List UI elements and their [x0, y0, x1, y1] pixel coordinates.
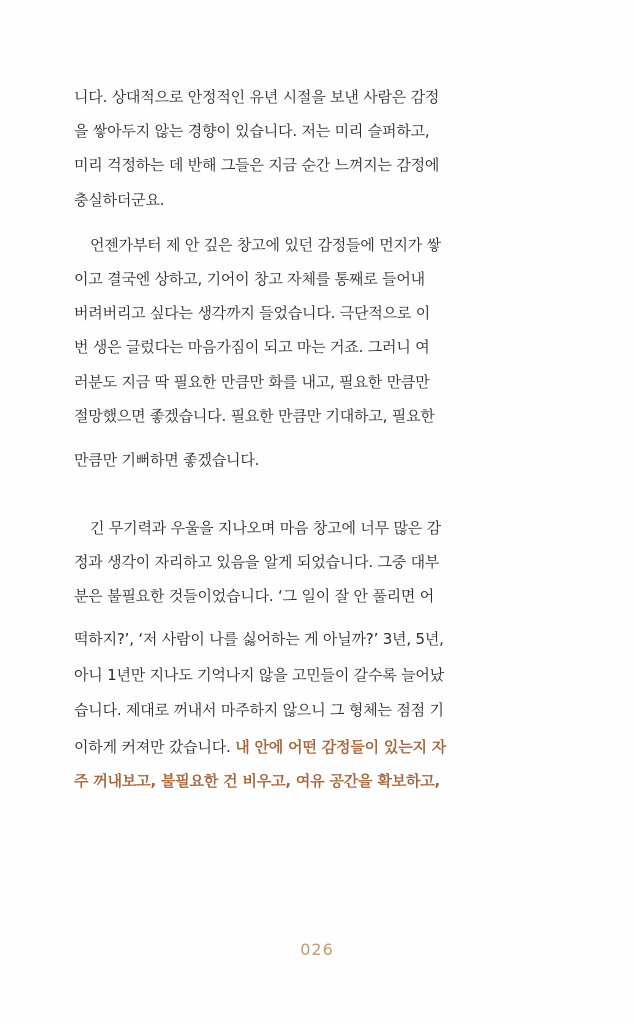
text-line: 을 쌓아두지 않는 경향이 있습니다. 저는 미리 슬퍼하고,: [74, 122, 430, 140]
text-line: 번 생은 글렀다는 마음가짐이 되고 마는 거죠. 그러니 여: [74, 338, 430, 356]
text-line: 미리 걱정하는 데 반해 그들은 지금 순간 느껴지는 감정에: [74, 156, 440, 174]
text-line: 니다. 상대적으로 안정적인 유년 시절을 보낸 사람은 감정: [74, 88, 440, 106]
text-line: 정과 생각이 자리하고 있음을 알게 되었습니다. 그중 대부: [74, 553, 440, 571]
text-line: 언젠가부터 제 안 깊은 창고에 있던 감정들에 먼지가 쌓: [90, 236, 441, 254]
text-line: 분은 불필요한 것들이었습니다. ‘그 일이 잘 안 풀리면 어: [74, 587, 435, 605]
text-line: 긴 무기력과 우울을 지나오며 마음 창고에 너무 많은 감: [90, 519, 441, 537]
text-line: 절망했으면 좋겠습니다. 필요한 만큼만 기대하고, 필요한: [74, 407, 435, 425]
text-segment: 이하게 커져만 갔습니다.: [74, 738, 236, 756]
text-line: 떡하지?’, ‘저 사람이 나를 싫어하는 게 아닐까?’ 3년, 5년,: [74, 630, 444, 648]
text-line: 충실하더군요.: [74, 191, 165, 209]
text-line: 만큼만 기뻐하면 좋겠습니다.: [74, 451, 260, 469]
text-line: 러분도 지금 딱 필요한 만큼만 화를 내고, 필요한 만큼만: [74, 373, 430, 391]
page-number: 026: [300, 940, 334, 959]
text-line: 아니 1년만 지나도 기억나지 않을 고민들이 갈수록 늘어났: [74, 666, 444, 684]
text-line: 버려버리고 싶다는 생각까지 들었습니다. 극단적으로 이: [74, 304, 431, 322]
highlighted-text: 내 안에 어떤 감정들이 있는지 자: [235, 738, 447, 756]
text-line: 이고 결국엔 상하고, 기어이 창고 자체를 통째로 들어내: [74, 270, 425, 288]
text-line-mixed: [74, 736, 574, 758]
highlighted-text: 주 꺼내보고, 불필요한 건 비우고, 여유 공간을 확보하고,: [74, 772, 441, 790]
text-line: 습니다. 제대로 꺼내서 마주하지 않으니 그 형체는 점점 기: [74, 701, 444, 719]
